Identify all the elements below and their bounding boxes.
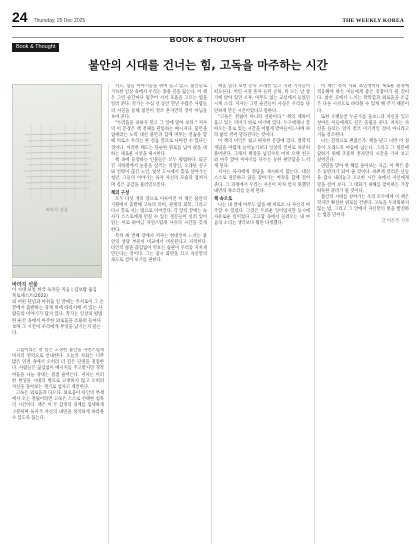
article-column-2 bbox=[111, 84, 207, 544]
book-cover-artwork bbox=[21, 115, 95, 235]
paragraph: "두려움을 피하지 말고 그 앞에 앉아 보라." 저자의 이 문장은 책 전체를 관통하는 메시지다. 불안을 없애려는 노력 대신 불안과 함께 머무는 연습을 할 때 비로소 우리는 한 걸음 앞으로 나아갈 수 있다는 것이다. 이러한 태도는 단순한 위로를 넘어 삶을 대하는 새로운 시선을 제시한다. bbox=[111, 120, 207, 157]
book-cover-title: 바라지 선물 bbox=[45, 207, 69, 212]
publication-name: THE WEEKLY KOREA bbox=[342, 18, 404, 24]
article-column-3 bbox=[214, 84, 310, 544]
paragraph: 책 속에 등장하는 인물들은 모두 평범하다. 퇴근길 지하철에서 눈물을 삼키는 직장인, 오래된 친구와 연락이 끊긴 노인, 낯선 도시에서 홀로 살아가는 청년. 그들의 이야기는 독자 자신의 모습과 겹쳐지며 깊은 공감을 불러일으킨다. bbox=[111, 157, 207, 188]
paragraph: 고립이라는 낱 말은 고경한 불안을 자연스럽게 미지의 영역으로 안내한다. 오늘의 사회는 너무 많은 연결 속에서 오히려 더 깊은 단절을 경험한다. 사람들은 끊임없이 메시지를 주고받지만 정작 마음을 나눌 상대는 점점 줄어든다. 저자는 이러한 현상을 시대의 병으로 규정하지 않고 오히려 자신을 돌아보는 계기로 삼자고 제안한다. bbox=[12, 348, 104, 390]
page-header bbox=[12, 4, 404, 27]
paragraph: 저자는 독자에게 정답을 제시하지 않는다. 대신 스스로 질문하고 답을 찾아가는 여정을 함께 걸어 준다. 그 과정에서 우리는 자신이 미처 알지 못했던 내면의 목소리를 듣게 된다. bbox=[214, 170, 310, 194]
section-title: BOOK & THOUGHT bbox=[169, 35, 247, 44]
paragraph: 나는 진정으로 괜찮은가. 책을 덮고 나면 이 질문이 오래도록 마음에 남는다. 그리고 그 질문에 답하기 위해 조용히 혼자만의 시간을 가져 보고 싶어진다. bbox=[317, 139, 409, 163]
page-number: 24 bbox=[12, 9, 28, 25]
article-column-4 bbox=[317, 84, 409, 544]
article-column-1 bbox=[12, 348, 104, 544]
article-headline: 불안의 시대를 건너는 힘, 고독을 마주하는 시간 bbox=[88, 58, 328, 72]
column-divider bbox=[211, 84, 212, 544]
paragraph: 책을 읽다 보면 문득 오래전 잊고 지낸 기억들이 떠오른다. 어린 시절 혼자 놀던 골목, 비 오는 날 창가에 앉아 있던 오후, 아무도 없는 교실에서 들었던 시계 소리. 저자는 그런 순간들이 사실은 우리를 단단하게 만든 시간이었다고 말한다. bbox=[214, 84, 310, 114]
paragraph: "고독은 결핍이 아니라 선물이다." 책의 제목이 품고 있는 의미가 바로 여기에 있다. 누구에게나 찾아오는 홀로 있는 시간을 어떻게 받아들이느냐에 따라 삶의 결이 달라진다는 것이다. bbox=[214, 114, 310, 139]
issue-date: Thursday, 25 Dec 2025 bbox=[33, 18, 86, 24]
paragraph: 모두 다섯 개의 장으로 이루어진 이 책은 불안의 기원에서 출발해 고독의 의미, 관계의 회복, 그리고 다시 홀로 서는 법으로 이어진다. 각 장의 끝에는 독자가 스스로에게 던질 수 있는 질문들이 실려 있어 읽는 이로 하여금 자연스럽게 사유의 시간을 갖게 한다. bbox=[111, 196, 207, 233]
byline: 글 이은주 기자 bbox=[381, 219, 409, 225]
book-author-line: 이 시대 보통 한국 독자들 지음 | 김보람 옮김 bbox=[12, 288, 97, 294]
section-bar bbox=[12, 27, 404, 44]
book-summary: 외 어떤 단념과 아쉬움 일 만에는 주저로이 그 손끝에서 출발하는 경계 위에 바라지에 서 있는 사람들의 이야기가 담겨 있다. 작가는 일상의 평범한 순간 속에서 마주한 외로움을 조용히 들여다보며 그 시간이 우리에게 무엇을 남기는지 묻는다. bbox=[12, 300, 104, 336]
paragraph: 또한 오랫동안 누군가를 돌보느라 자신을 잊고 살아온 이들에게도 깊은 울림을 준다. 저자는 자신을 돌보는 일이 결코 이기적인 것이 아니라고 거듭 강조한다. bbox=[317, 114, 409, 139]
paragraph: 특히 세 번째 장에서 저자는 현대인이 느끼는 불안의 상당 부분이 비교에서 비롯된다고 지적한다. 타인의 삶을 끊임없이 엿보는 습관이 우리를 지치게 만든다는 것이다. 그는 잠시 화면을 끄고 자신만의 속도로 걸어 보기를 권한다. bbox=[111, 233, 207, 264]
book-cover-image bbox=[12, 84, 102, 278]
paragraph: 나는 내 곁에 아무도 없을 때 비로소 나 자신과 마주할 수 있었다. 그것은 두려운 일이었지만 동시에 자유로운 일이었다. 고요함 속에서 들려오는 내 마음의 소리는 생각보다 훨씬 다정했다. bbox=[214, 202, 310, 227]
paragraph: 이 책은 특히 사회 초년생이나 새로운 환경에 적응해야 하는 이들에게 좋은 길잡이가 될 것이다. 낯선 곳에서 느끼는 막막함과 외로움을 조금은 다른 시선으로 바라볼 수 있게 해 주기 때문이다. bbox=[317, 84, 409, 114]
subheading: 책의 구성 bbox=[111, 190, 130, 196]
book-info bbox=[12, 282, 104, 337]
column-divider bbox=[314, 84, 315, 544]
paragraph: 서도, 힘들 이야기들을 쉬며 들고 있고, 불안들로 가득한 일상 속에서 우리는 종종 길을 잃는다. 이 책은 그런 순간마다 멈추어 서서 호흡을 고르는 법을 알려 준다. 작가는 수십 년 동안 만난 수많은 사람들의 사연을 통해 불안이 결코 혼자만의 것이 아님을 보여 준다. bbox=[111, 84, 207, 120]
column-divider bbox=[108, 84, 109, 544]
paragraph: 이 책의 미덕은 쉽고 따뜻한 문장에 있다. 철학적 개념을 어렵게 늘어놓기보다 일상의 언어로 차분히 풀어낸다. 그래서 책장을 넘길수록 마치 오랜 친구와 마주 앉아 이야기를 나누는 듯한 편안함을 느끼게 된다. bbox=[214, 139, 310, 170]
paragraph: 고독은 외로움과 다르다. 외로움이 타인의 부재에서 오는 결핍이라면 고독은 스스로 선택한 침묵의 시간이다. 책은 이 두 감정의 경계를 섬세하게 구분하며 독자가 자신의 내면을 정직하게 바라볼 수 있도록 돕는다. bbox=[12, 391, 104, 421]
paragraph: 불안의 시대를 살아가는 우리 모두에게 이 책은 작지만 확실한 위로를 건넨다. 고독을 두려워하지 않는 법, 그리고 그 안에서 자신만의 빛을 발견하는 법을 말이다. bbox=[317, 194, 409, 219]
book-title: 바라지 선물 bbox=[12, 282, 38, 288]
header-left bbox=[12, 10, 85, 24]
cover-rule bbox=[13, 265, 101, 266]
subheading: 책 속으로 bbox=[214, 196, 233, 202]
book-publisher: 북로제스트(2022) bbox=[12, 294, 48, 300]
paragraph: 연말을 맞아 한 해를 돌아보는 지금, 이 책은 좋은 동반자가 되어 줄 것이다. 바쁘게 달려온 날들을 잠시 내려놓고 고요한 시간 속에서 자신에게 말을 걸어 보자. 그 대화가 새해를 맞이하는 가장 따뜻한 준비가 될 것이다. bbox=[317, 164, 409, 194]
section-tag: Book & Thought bbox=[12, 43, 59, 52]
